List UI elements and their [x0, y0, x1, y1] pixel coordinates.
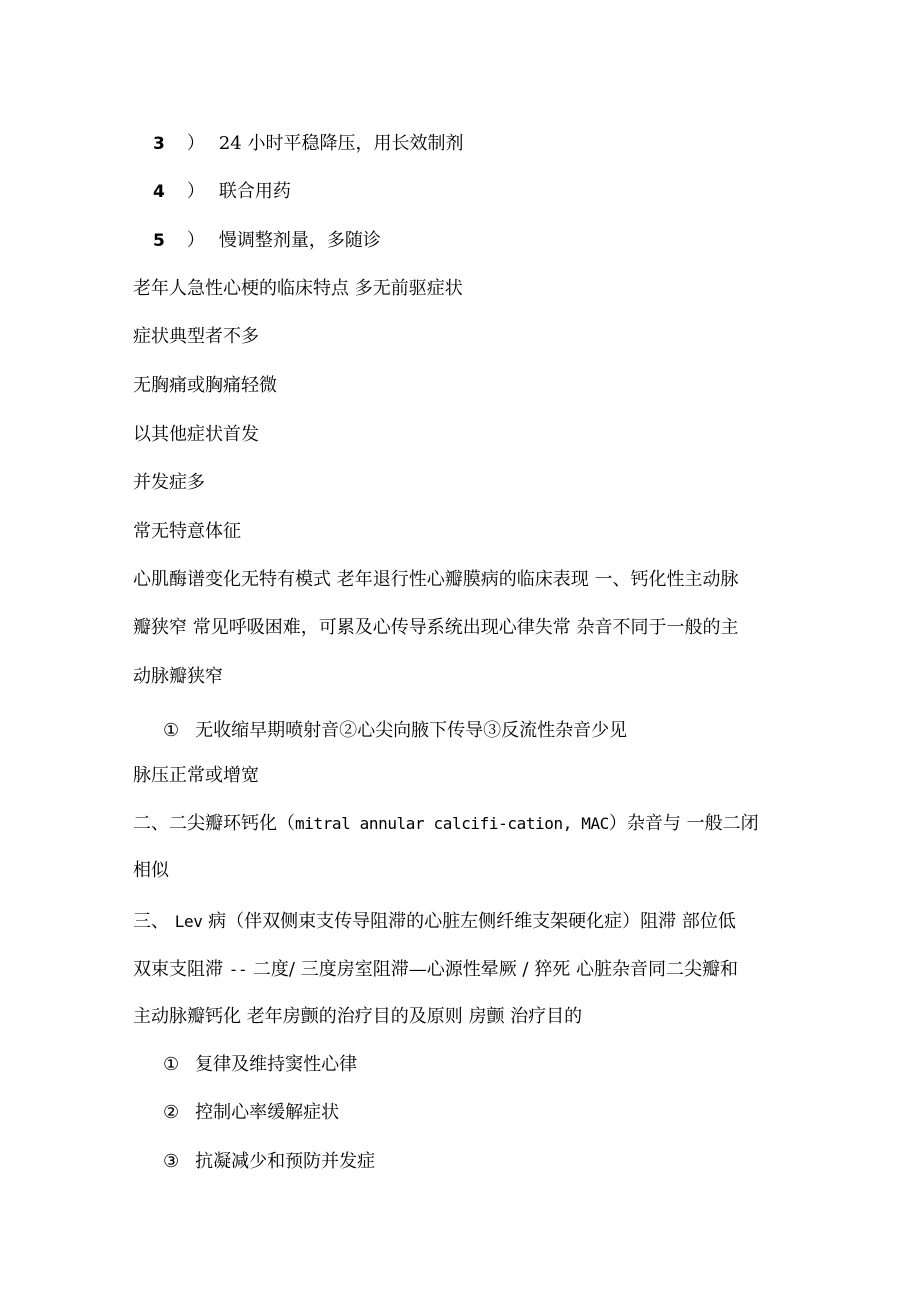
text-line [133, 959, 793, 981]
text-line: 动脉瓣狭窄 [133, 666, 223, 687]
list-paren: ） [186, 133, 205, 154]
list-text: 慢调整剂量，多随诊 [218, 230, 381, 251]
text-line: 以其他症状首发 [133, 424, 259, 445]
text-line: 症状典型者不多 [133, 326, 259, 347]
text-line: 老年人急性心梗的临床特点 多无前驱症状 [133, 278, 463, 299]
text-line [133, 911, 793, 933]
text-segment: 病（伴双侧束支传导阻滞的心脏左侧纤维支架硬化症）阻滞 部位低 [202, 911, 736, 932]
list-paren: ） [186, 181, 205, 202]
text-segment: 二、二尖瓣环钙化（ [133, 813, 295, 834]
text-line: 相似 [133, 860, 169, 881]
text-segment: 三、 [133, 911, 175, 932]
list-text: 控制心率缓解症状 [195, 1102, 340, 1123]
text-line: 脉压正常或增宽 [133, 765, 259, 786]
text-line: 并发症多 [133, 472, 205, 493]
list-number: 3 [153, 134, 165, 154]
text-segment: 主动脉瓣钙化 老年房颤的治疗目的及原则 房颤 治疗目的 [133, 1006, 583, 1027]
list-item [163, 720, 823, 742]
list-item [153, 230, 813, 252]
text-segment: ）杂音与 一般二闭 [608, 813, 759, 834]
text-line: 瓣狭窄 常见呼吸困难，可累及心传导系统出现心律失常 杂音不同于一般的主 [133, 617, 739, 638]
list-marker: ③ [163, 1151, 180, 1172]
text-line [133, 1006, 793, 1028]
list-item [163, 1102, 823, 1124]
text-segment: 双束支阻滞 [133, 959, 229, 980]
list-marker: ① [163, 720, 180, 741]
text-line [133, 813, 793, 835]
list-text: 复律及维持窦性心律 [195, 1054, 358, 1075]
list-text: 24 小时平稳降压，用长效制剂 [218, 133, 464, 154]
term-dash: -- [228, 960, 248, 979]
term-lev: Lev [174, 912, 203, 931]
list-paren: ） [186, 230, 205, 251]
list-item [163, 1054, 823, 1076]
text-segment: 二度/ 三度房室阻滞—心源性晕厥 / 猝死 心脏杂音同二尖瓣和 [247, 959, 738, 980]
list-text: 联合用药 [218, 181, 291, 202]
list-text: 抗凝减少和预防并发症 [195, 1151, 376, 1172]
list-item [153, 133, 813, 155]
list-marker: ② [163, 1102, 180, 1123]
text-line: 常无特意体征 [133, 521, 241, 542]
list-text: 无收缩早期喷射音②心尖向腋下传导③反流性杂音少见 [195, 720, 628, 741]
list-number: 5 [153, 231, 165, 251]
list-marker: ① [163, 1054, 180, 1075]
list-item [163, 1151, 823, 1173]
list-item [153, 181, 813, 203]
list-number: 4 [153, 182, 165, 202]
text-line: 无胸痛或胸痛轻微 [133, 375, 277, 396]
term-mac: mitral annular calcifi-cation, MAC [295, 814, 609, 833]
text-line: 心肌酶谱变化无特有模式 老年退行性心瓣膜病的临床表现 一、钙化性主动脉 [133, 569, 739, 590]
